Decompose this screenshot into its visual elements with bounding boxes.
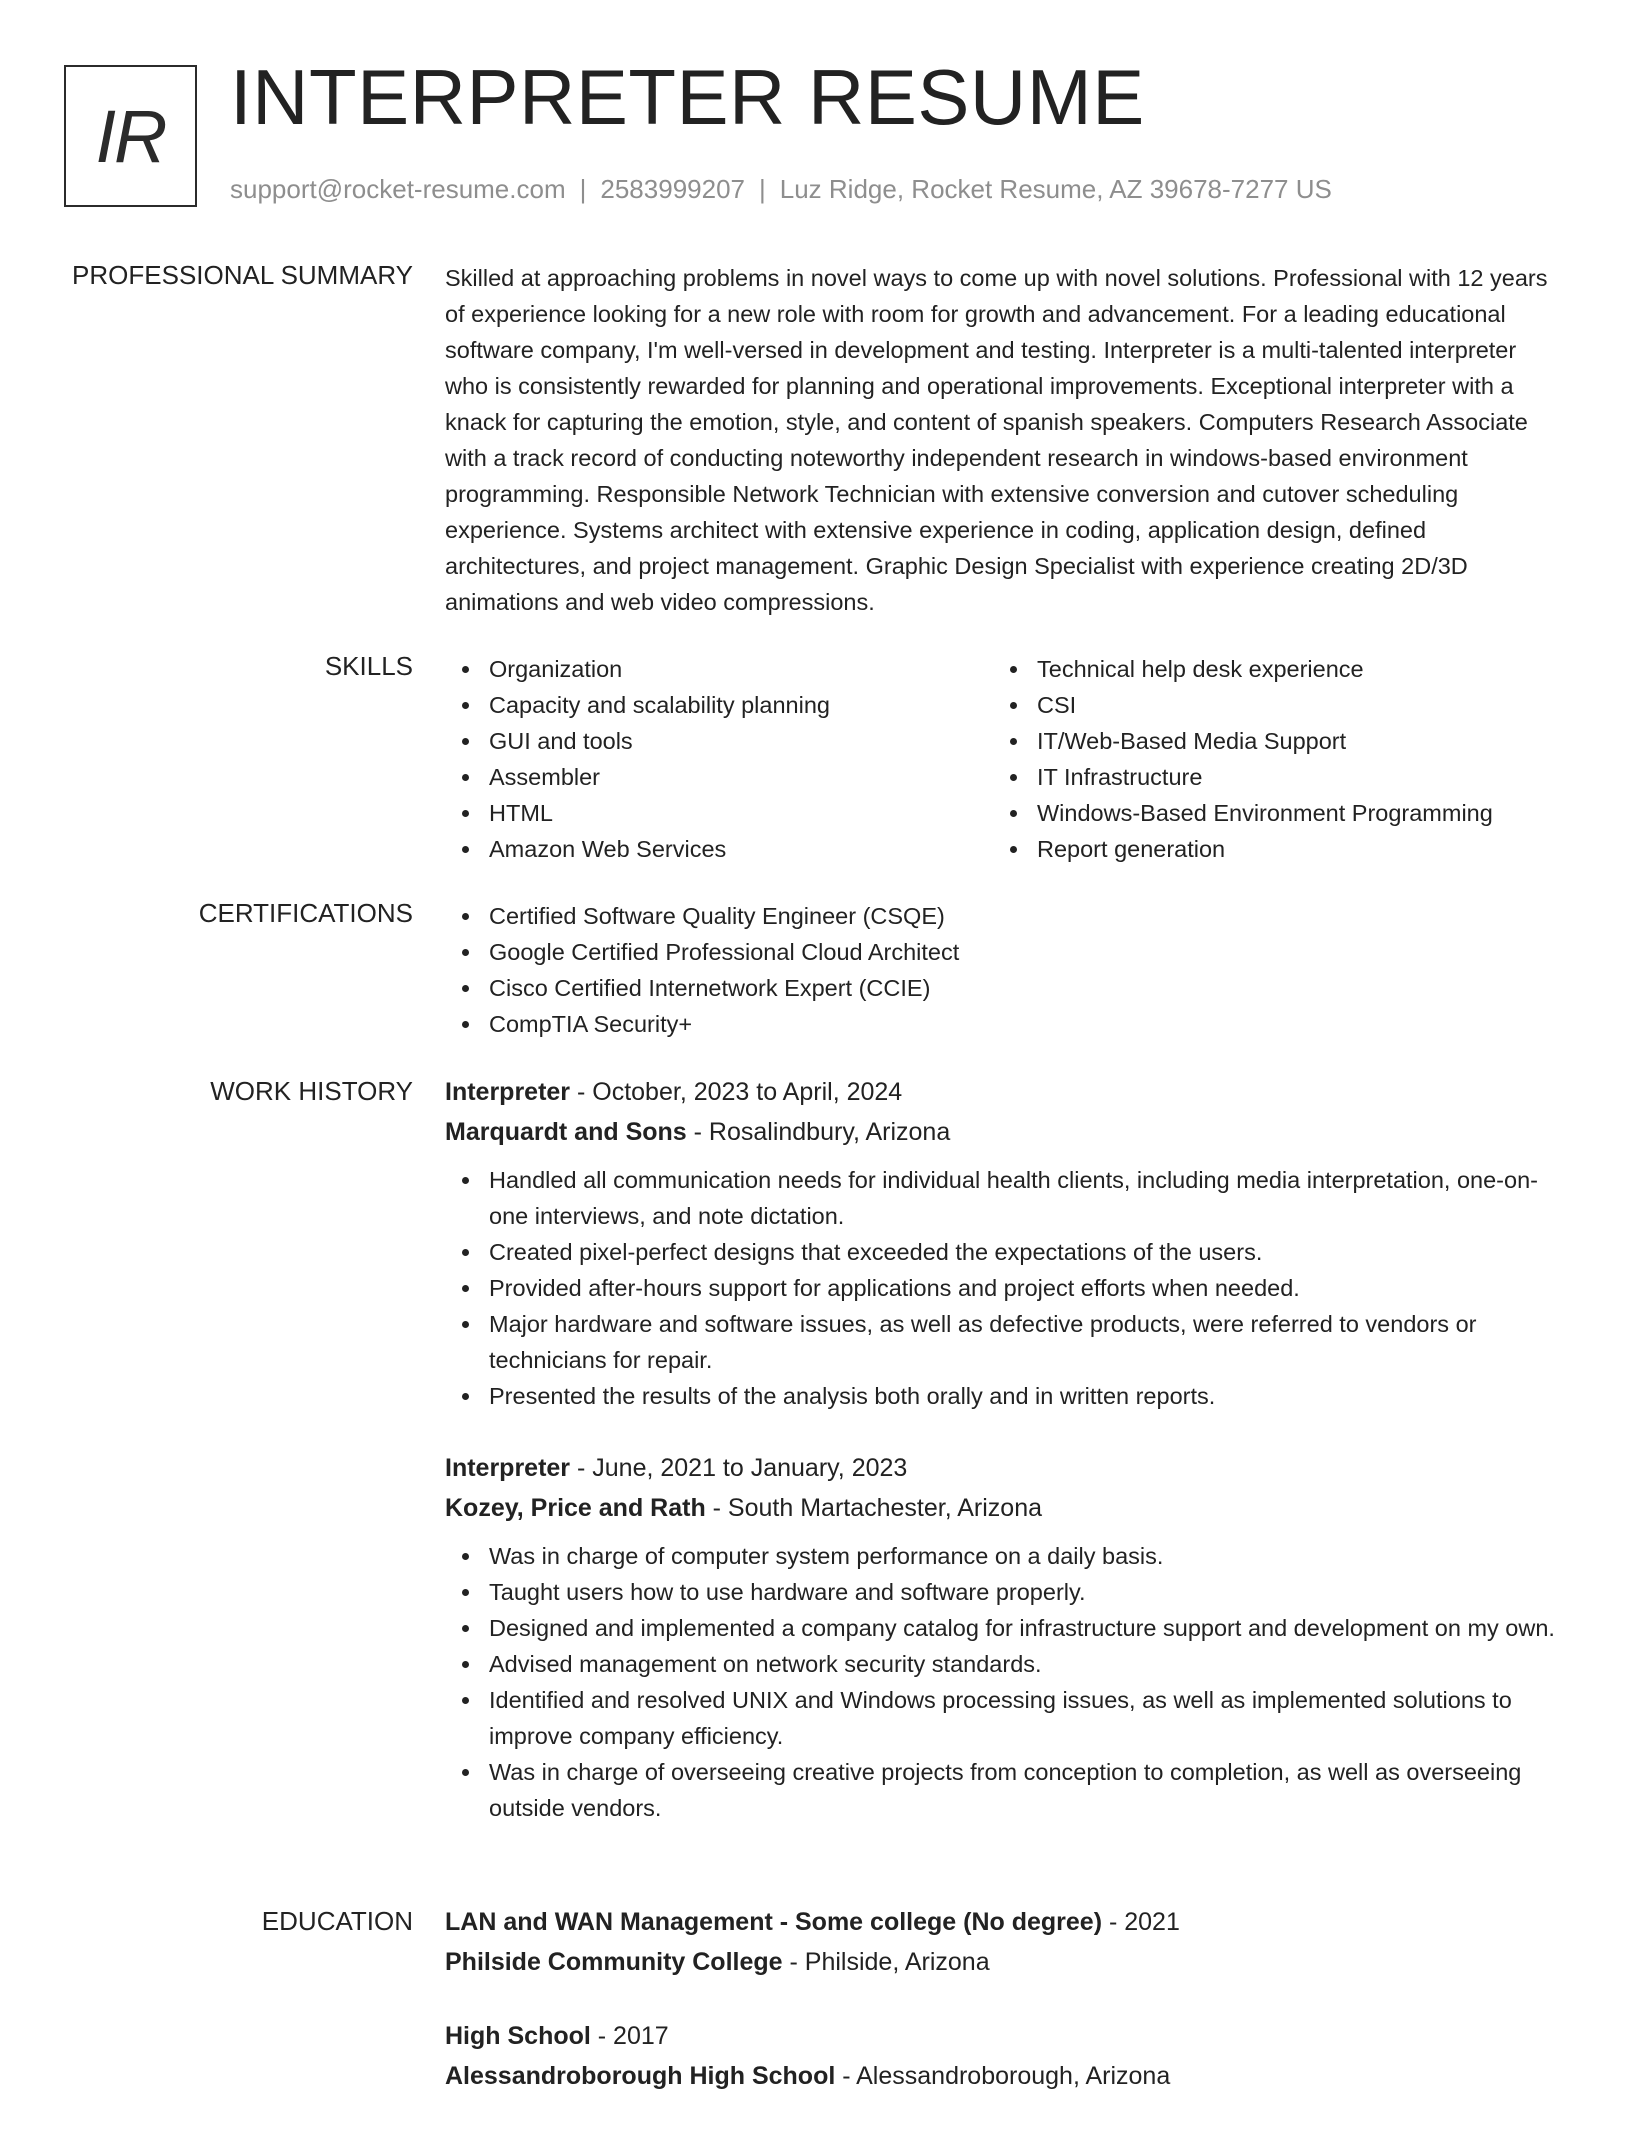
job-entry bbox=[445, 1448, 1565, 1826]
skill-item: Amazon Web Services bbox=[445, 831, 993, 867]
job-company: Marquardt and Sons bbox=[445, 1118, 687, 1146]
job-bullet: Was in charge of computer system performance on a daily basis. bbox=[445, 1538, 1565, 1574]
certifications-body bbox=[445, 898, 1565, 1042]
education-degree-line bbox=[445, 2016, 1565, 2056]
job-bullet: Provided after-hours support for applications and project efforts when needed. bbox=[445, 1270, 1565, 1306]
job-bullet: Major hardware and software issues, as well as defective products, were referred to vendors or technicians for repair. bbox=[445, 1306, 1565, 1378]
education-year: - 2017 bbox=[590, 2022, 669, 2050]
job-company-line bbox=[445, 1112, 1565, 1152]
certification-item: Certified Software Quality Engineer (CSQE) bbox=[445, 898, 1565, 934]
education-school-line bbox=[445, 2056, 1565, 2096]
education-school: Philside Community College bbox=[445, 1948, 783, 1976]
skill-item: Assembler bbox=[445, 759, 993, 795]
certification-item: CompTIA Security+ bbox=[445, 1006, 1565, 1042]
certifications-list bbox=[445, 898, 1565, 1042]
education-school-line bbox=[445, 1942, 1565, 1982]
skill-item: CSI bbox=[993, 687, 1541, 723]
skill-item: Organization bbox=[445, 651, 993, 687]
job-dates: - June, 2021 to January, 2023 bbox=[570, 1454, 908, 1482]
education-degree-line bbox=[445, 1902, 1565, 1942]
job-bullet: Taught users how to use hardware and software properly. bbox=[445, 1574, 1565, 1610]
job-bullet: Designed and implemented a company catalog for infrastructure support and development on my own. bbox=[445, 1610, 1565, 1646]
contact-separator: | bbox=[759, 174, 766, 204]
certification-item: Google Certified Professional Cloud Architect bbox=[445, 934, 1565, 970]
skills-list-left bbox=[445, 651, 993, 867]
skills-columns bbox=[445, 651, 1565, 867]
education-body bbox=[445, 1902, 1565, 2130]
job-bullet: Presented the results of the analysis both orally and in written reports. bbox=[445, 1378, 1565, 1414]
job-bullet: Advised management on network security standards. bbox=[445, 1646, 1565, 1682]
section-label: WORK HISTORY bbox=[210, 1076, 413, 1106]
job-location: - Rosalindbury, Arizona bbox=[686, 1118, 951, 1146]
skill-item: Report generation bbox=[993, 831, 1541, 867]
job-dates: - October, 2023 to April, 2024 bbox=[570, 1078, 903, 1106]
education-school: Alessandroborough High School bbox=[445, 2062, 836, 2090]
work-body bbox=[445, 1072, 1565, 1860]
summary-body bbox=[445, 260, 1565, 620]
section-label: EDUCATION bbox=[261, 1906, 413, 1936]
education-entry bbox=[445, 2016, 1565, 2096]
certification-item: Cisco Certified Internetwork Expert (CCIE) bbox=[445, 970, 1565, 1006]
job-bullet: Created pixel-perfect designs that exceeded the expectations of the users. bbox=[445, 1234, 1565, 1270]
job-bullet: Handled all communication needs for individual health clients, including media interpretation, one-on-one interviews, and note dictation. bbox=[445, 1162, 1565, 1234]
skill-item: HTML bbox=[445, 795, 993, 831]
job-title-line bbox=[445, 1072, 1565, 1112]
skill-item: IT/Web-Based Media Support bbox=[993, 723, 1541, 759]
job-title-line bbox=[445, 1448, 1565, 1488]
job-bullet: Was in charge of overseeing creative projects from conception to completion, as well as overseeing outside vendors. bbox=[445, 1754, 1565, 1826]
job-title: Interpreter bbox=[445, 1454, 571, 1482]
monogram-logo: IR bbox=[64, 65, 197, 207]
education-year: - 2021 bbox=[1102, 1908, 1180, 1936]
section-label: PROFESSIONAL SUMMARY bbox=[72, 260, 413, 290]
summary-text: Skilled at approaching problems in novel ways to come up with novel solutions. Professional with 12 years of experience looking for a new role with room for growth and advancement. For a leading educational software company, I'm well-versed in development and testing. Interpreter is a multi-talented interpreter who is consistently rewarded for planning and operational improvements. Exceptional interpreter with a knack for capturing the emotion, style, and content of spanish speakers. Computers Research Associate with a track record of conducting noteworthy independent research in windows-based environment programming. Responsible Network Technician with extensive conversion and cutover scheduling experience. Systems architect with extensive experience in coding, application design, defined architectures, and project management. Graphic Design Specialist with experience creating 2D/3D animations and web video compressions. bbox=[445, 265, 1548, 615]
skill-item: Technical help desk experience bbox=[993, 651, 1541, 687]
education-location: - Philside, Arizona bbox=[782, 1948, 990, 1976]
job-location: - South Martachester, Arizona bbox=[705, 1494, 1042, 1522]
education-degree: High School bbox=[445, 2022, 591, 2050]
section-label: SKILLS bbox=[324, 651, 413, 681]
education-degree: LAN and WAN Management - Some college (No degree) bbox=[445, 1908, 1103, 1936]
skill-item: Capacity and scalability planning bbox=[445, 687, 993, 723]
job-bullet: Identified and resolved UNIX and Windows processing issues, as well as implemented solutions to improve company efficiency. bbox=[445, 1682, 1565, 1754]
job-bullets bbox=[445, 1538, 1565, 1826]
resume-title: INTERPRETER RESUME bbox=[230, 53, 1145, 141]
contact-phone[interactable]: 2583999207 bbox=[600, 174, 745, 204]
job-title: Interpreter bbox=[445, 1078, 571, 1106]
contact-email[interactable]: support@rocket-resume.com bbox=[230, 174, 566, 204]
skill-item: GUI and tools bbox=[445, 723, 993, 759]
job-entry bbox=[445, 1072, 1565, 1414]
section-label: CERTIFICATIONS bbox=[198, 898, 413, 928]
job-company: Kozey, Price and Rath bbox=[445, 1494, 706, 1522]
skill-item: Windows-Based Environment Programming bbox=[993, 795, 1541, 831]
job-company-line bbox=[445, 1488, 1565, 1528]
contact-line bbox=[230, 174, 1332, 205]
education-location: - Alessandroborough, Arizona bbox=[835, 2062, 1171, 2090]
job-bullets bbox=[445, 1162, 1565, 1414]
contact-separator: | bbox=[579, 174, 587, 204]
education-entry bbox=[445, 1902, 1565, 1982]
skill-item: IT Infrastructure bbox=[993, 759, 1541, 795]
skills-list-right bbox=[993, 651, 1541, 867]
contact-address: Luz Ridge, Rocket Resume, AZ 39678-7277 US bbox=[779, 174, 1332, 204]
